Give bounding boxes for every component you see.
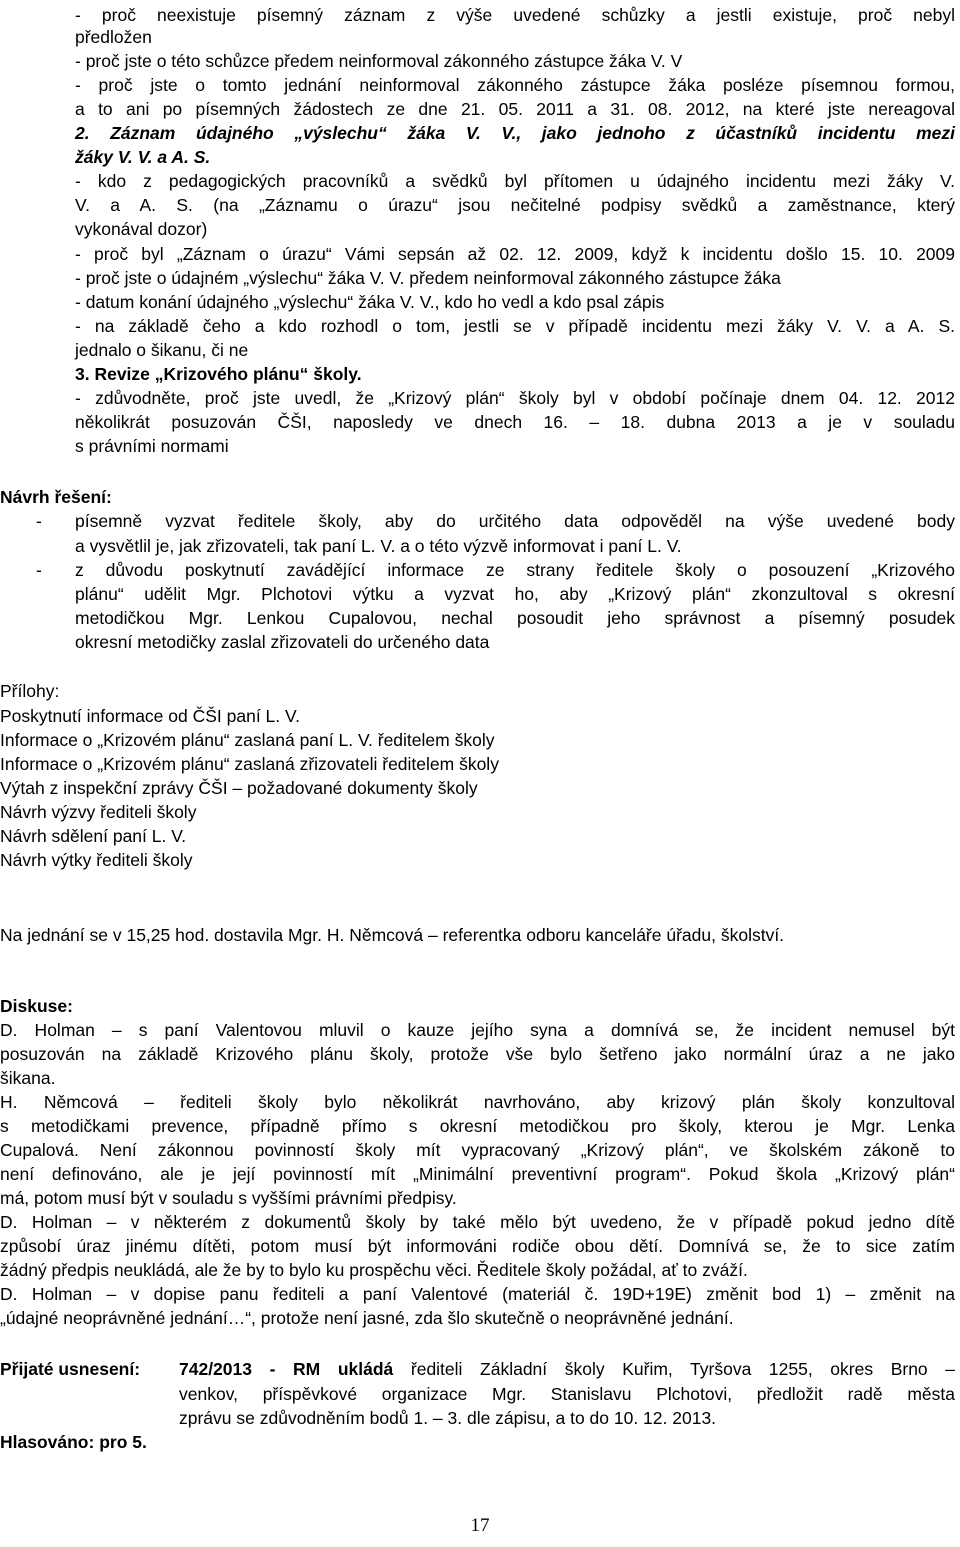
discussion-line: není definováno, ale je její povinností mít „Minimální preventivní program“. Pokud škola „Krizový plán“	[0, 1164, 955, 1184]
resolution-label: Přijaté usnesení:	[0, 1359, 141, 1379]
text-line: - proč jste o údajném „výslechu“ žáka V. V. předem neinformoval zákonného zástupce žáka	[75, 268, 781, 288]
text-line: - proč byl „Záznam o úrazu“ Vámi sepsán až 02. 12. 2009, když k incidentu došlo 15. 10. 2009	[75, 244, 955, 264]
resolution-text: řediteli Základní školy Kuřim, Tyršova 1255, okres Brno –	[393, 1359, 955, 1379]
attachment-item: Informace o „Krizovém plánu“ zaslaná zřizovateli ředitelem školy	[0, 754, 499, 774]
discussion-line: D. Holman – v dopise panu řediteli a paní Valentové (materiál č. 19D+19E) změnit bod 1) – změnit na	[0, 1284, 955, 1304]
text-line: - proč jste o této schůzce předem neinformoval zákonného zástupce žáka V. V	[75, 51, 683, 71]
discussion-line: „údajné neoprávněné jednání…“, protože není jasné, zda šlo skutečně o neoprávněné jednání.	[0, 1308, 734, 1328]
prilohy-heading: Přílohy:	[0, 681, 60, 701]
discussion-line: Cupalová. Není zákonnou povinností školy mít vypracovaný „Krizový plán“, ve školském zákoně to	[0, 1140, 955, 1160]
text-line: - proč neexistuje písemný záznam z výše uvedené schůzky a jestli existuje, proč nebyl	[75, 5, 955, 25]
resolution-line: zprávu se zdůvodněním bodů 1. – 3. dle zápisu, a to do 10. 12. 2013.	[179, 1408, 717, 1428]
diskuse-heading: Diskuse:	[0, 996, 73, 1016]
text-line: s právními normami	[75, 436, 229, 456]
attachment-item: Poskytnutí informace od ČŠI paní L. V.	[0, 706, 300, 726]
discussion-line: D. Holman – v některém z dokumentů školy by také mělo být uvedeno, že v případě pokud jedno dítě	[0, 1212, 955, 1232]
list-item: plánu“ udělit Mgr. Plchotovi výtku a vyzvat ho, aby „Krizový plán“ zkonzultoval s okresní	[75, 584, 955, 604]
text-line: jednalo o šikanu, či ne	[75, 340, 249, 360]
text-line: a to ani po písemných žádostech ze dne 21. 05. 2011 a 31. 08. 2012, na které jste nereagoval	[75, 99, 955, 119]
list-item: okresní metodičky zaslal zřizovateli do určeného data	[75, 632, 490, 652]
text-line: - na základě čeho a kdo rozhodl o tom, jestli se v případě incidentu mezi žáky V. V. a A. S.	[75, 316, 955, 336]
text-line: předložen	[75, 27, 152, 47]
discussion-line: D. Holman – s paní Valentovou mluvil o kauze jejího syna a domnívá se, že incident nemusel být	[0, 1020, 955, 1040]
text-line: - datum konání údajného „výslechu“ žáka V. V., kdo ho vedl a kdo psal zápis	[75, 292, 665, 312]
discussion-line: způsobí úraz jinému dítěti, potom musí být informováni rodiče obou dětí. Domnívá se, že to sice zatím	[0, 1236, 955, 1256]
resolution-number: 742/2013 - RM ukládá	[179, 1359, 394, 1379]
text-line: V. a A. S. (na „Záznamu o úrazu“ jsou nečitelné podpisy svědků a zaměstnance, který	[75, 195, 955, 215]
attachment-item: Návrh výzvy řediteli školy	[0, 802, 197, 822]
text-line: vykonával dozor)	[75, 219, 208, 239]
list-dash: -	[36, 560, 42, 580]
resolution-line	[179, 1358, 955, 1380]
discussion-line: žádný předpis neukládá, ale že by to bylo ku prospěchu věci. Ředitele školy požádal, ať to zváží.	[0, 1260, 748, 1280]
text-line: několikrát posuzován ČŠI, naposledy ve dnech 16. – 18. dubna 2013 a je v souladu	[75, 412, 955, 432]
attachment-item: Výtah z inspekční zprávy ČŠI – požadované dokumenty školy	[0, 778, 478, 798]
list-dash: -	[36, 511, 42, 531]
attachment-item: Návrh sdělení paní L. V.	[0, 826, 187, 846]
section-heading: žáky V. V. a A. S.	[75, 147, 211, 167]
discussion-line: má, potom musí být v souladu s vyššími právními předpisy.	[0, 1188, 457, 1208]
text-line: - proč jste o tomto jednání neinformoval zákonného zástupce žáka posléze písemnou formou,	[75, 75, 955, 95]
discussion-line: s metodičkami prevence, případně přímo s okresní metodičkou pro školy, kterou je Mgr. Lenka	[0, 1116, 955, 1136]
attachment-item: Návrh výtky řediteli školy	[0, 850, 193, 870]
page-number: 17	[470, 1515, 490, 1536]
section-heading: 3. Revize „Krizového plánu“ školy.	[75, 364, 362, 384]
discussion-line: H. Němcová – řediteli školy bylo několikrát navrhováno, aby krizový plán školy konzultoval	[0, 1092, 955, 1112]
navrh-heading: Návrh řešení:	[0, 487, 112, 507]
arrival-note: Na jednání se v 15,25 hod. dostavila Mgr. H. Němcová – referentka odboru kanceláře úřadu, školství.	[0, 925, 785, 945]
discussion-line: šikana.	[0, 1068, 56, 1088]
resolution-line: venkov, příspěvkové organizace Mgr. Stanislavu Plchotovi, předložit radě města	[179, 1384, 955, 1404]
list-item: z důvodu poskytnutí zavádějící informace ze strany ředitele školy o posouzení „Krizového	[75, 560, 955, 580]
attachment-item: Informace o „Krizovém plánu“ zaslaná paní L. V. ředitelem školy	[0, 730, 495, 750]
list-item: písemně vyzvat ředitele školy, aby do určitého data odpověděl na výše uvedené body	[75, 511, 955, 531]
list-item: metodičkou Mgr. Lenkou Cupalovou, nechal posoudit jeho správnost a písemný posudek	[75, 608, 955, 628]
vote-result: Hlasováno: pro 5.	[0, 1432, 147, 1452]
section-heading: 2. Záznam údajného „výslechu“ žáka V. V., jako jednoho z účastníků incidentu mezi	[75, 123, 955, 143]
list-item: a vysvětlil je, jak zřizovateli, tak paní L. V. a o této výzvě informovat i paní L. V.	[75, 536, 682, 556]
discussion-line: posuzován na základě Krizového plánu školy, protože vše bylo šetřeno jako normální úraz a ne jako	[0, 1044, 955, 1064]
text-line: - zdůvodněte, proč jste uvedl, že „Krizový plán“ školy byl v období počínaje dnem 04. 12. 2012	[75, 388, 955, 408]
text-line: - kdo z pedagogických pracovníků a svědků byl přítomen u údajného incidentu mezi žáky V.	[75, 171, 955, 191]
